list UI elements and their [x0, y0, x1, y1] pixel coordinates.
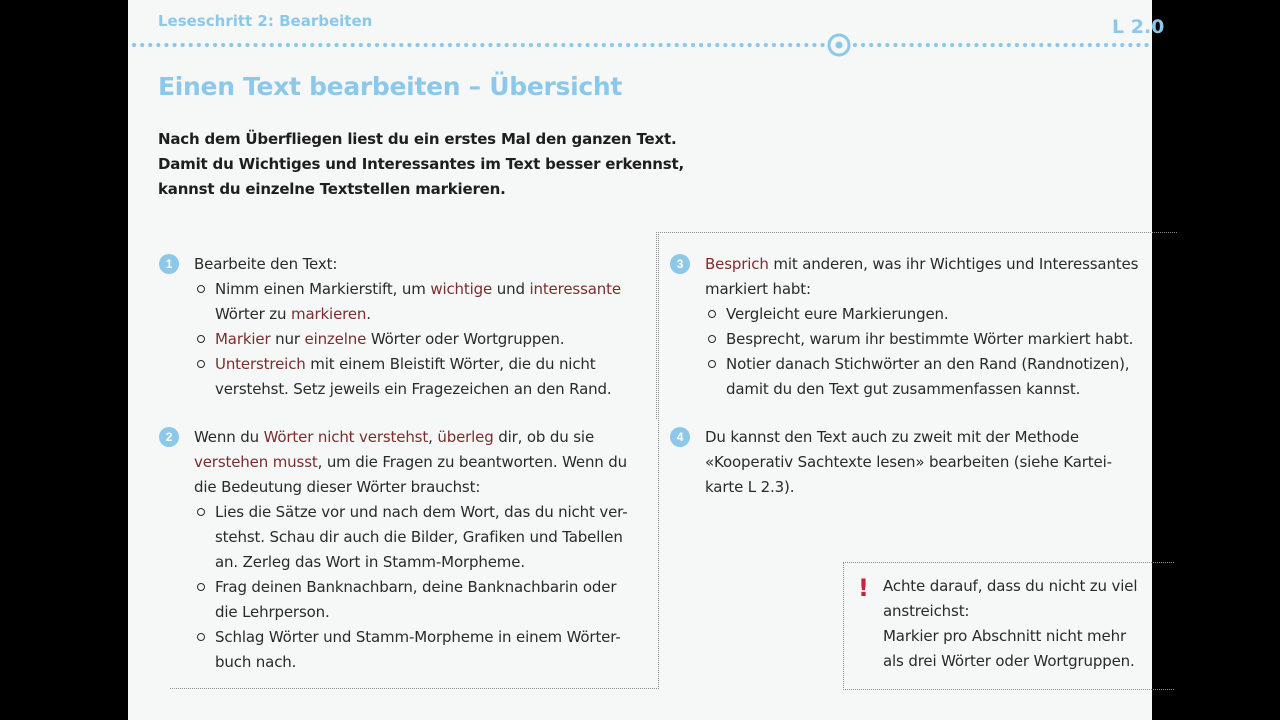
- step-3: [676, 252, 1152, 402]
- exclamation-icon: !: [858, 574, 869, 602]
- note-line: Markier pro Abschnitt nicht mehr: [883, 627, 1126, 645]
- step-number-badge: 4: [670, 427, 690, 447]
- list-item: Lies die Sätze vor und nach dem Wort, das du nicht ver- stehst. Schau dir auch die Bilder, Grafiken und Tabellen an. Zerleg das Wort in Stamm-Morpheme.: [194, 500, 654, 575]
- page-code: L 2.0: [1112, 16, 1165, 38]
- warning-note: [858, 574, 1138, 674]
- list-item: Markier nur einzelne Wörter oder Wortgruppen.: [194, 327, 654, 352]
- note-line: als drei Wörter oder Wortgruppen.: [883, 652, 1135, 670]
- step-number-badge: 2: [159, 427, 179, 447]
- list-item: Vergleicht eure Markierungen.: [705, 302, 1152, 327]
- list-item: Schlag Wörter und Stamm-Morpheme in einem Wörter- buch nach.: [194, 625, 654, 675]
- step-heading: Bearbeite den Text:: [194, 255, 338, 273]
- list-item: Unterstreich mit einem Bleistift Wörter, die du nicht verstehst. Setz jeweils ein Fragezeichen an den Rand.: [194, 352, 654, 402]
- list-item: Besprecht, warum ihr bestimmte Wörter markiert habt.: [705, 327, 1152, 352]
- step-number-badge: 3: [670, 254, 690, 274]
- list-item: Notier danach Stichwörter an den Rand (Randnotizen), damit du den Text gut zusammenfassen kannst.: [705, 352, 1152, 402]
- worksheet-page: [128, 0, 1165, 720]
- list-item: Nimm einen Markierstift, um wichtige und interessante Wörter zu markieren.: [194, 277, 654, 327]
- step-1: [165, 252, 654, 402]
- step-number-badge: 1: [159, 254, 179, 274]
- intro-line: Damit du Wichtiges und Interessantes im Text besser erkennst,: [158, 155, 684, 173]
- intro-text: [158, 127, 684, 202]
- intro-line: Nach dem Überfliegen liest du ein erstes Mal den ganzen Text.: [158, 130, 677, 148]
- list-item: Frag deinen Banknachbarn, deine Banknachbarin oder die Lehrperson.: [194, 575, 654, 625]
- step-paragraph: Besprich mit anderen, was ihr Wichtiges und Interessantes markiert habt:: [705, 255, 1139, 298]
- step-paragraph: Wenn du Wörter nicht verstehst, überleg dir, ob du sie verstehen musst, um die Fragen zu beantworten. Wenn du die Bedeutung dieser Wörter brauchst:: [194, 428, 628, 496]
- note-line: anstreichst:: [883, 602, 970, 620]
- step-paragraph: Du kannst den Text auch zu zweit mit der Methode «Kooperativ Sachtexte lesen» bearbeiten (siehe Kartei- karte L 2.3).: [705, 428, 1112, 496]
- page-title: Einen Text bearbeiten – Übersicht: [158, 72, 623, 101]
- section-label: Leseschritt 2: Bearbeiten: [158, 12, 373, 30]
- note-line: Achte darauf, dass du nicht zu viel: [883, 577, 1138, 595]
- step-4: [676, 425, 1150, 500]
- intro-line: kannst du einzelne Textstellen markieren.: [158, 180, 506, 198]
- step-2: [165, 425, 654, 675]
- header-dotted-line: [128, 34, 1152, 58]
